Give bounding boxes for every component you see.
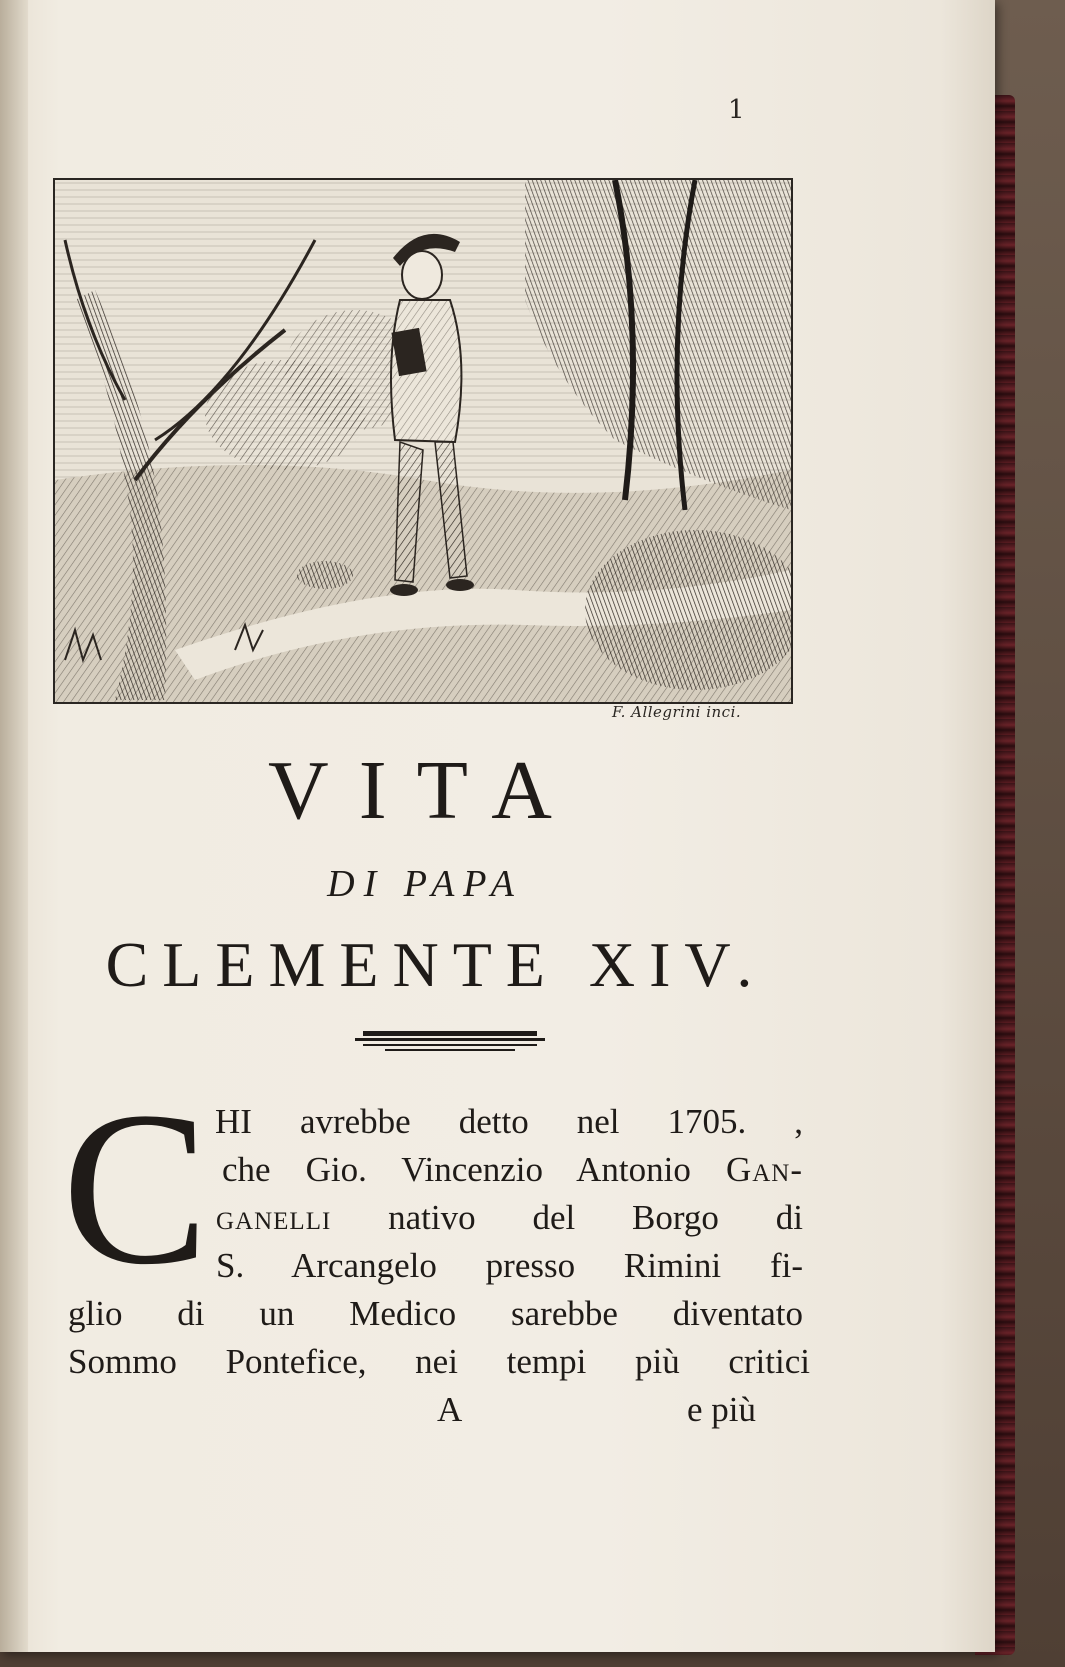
engraving-illustration [53, 178, 793, 704]
signature-mark: A [437, 1390, 463, 1429]
text-line: Sommo Pontefice, nei tempi più critici [68, 1342, 810, 1381]
engraving-boy-reading-icon [55, 180, 791, 702]
text-line: HI avrebbe detto nel 1705. , [215, 1102, 803, 1141]
title-clemente: CLEMENTE XIV. [105, 929, 767, 1000]
catchword: e più [687, 1390, 757, 1429]
title-di-papa: DI PAPA [327, 863, 523, 905]
ornament-rule-icon [355, 1028, 545, 1054]
title-vita: VITA [268, 744, 582, 837]
page-gutter [0, 0, 28, 1652]
text-line: ganelli nativo del Borgo di [216, 1198, 803, 1237]
engraver-credit: F. Allegrini inci. [612, 703, 742, 721]
page-number: 1 [728, 95, 745, 125]
drop-cap: C [62, 1066, 209, 1310]
text-line: che Gio. Vincenzio Antonio Gan- [222, 1150, 803, 1189]
text-line: S. Arcangelo presso Rimini fi- [216, 1246, 803, 1285]
text-line: glio di un Medico sarebbe diventato [68, 1294, 803, 1333]
